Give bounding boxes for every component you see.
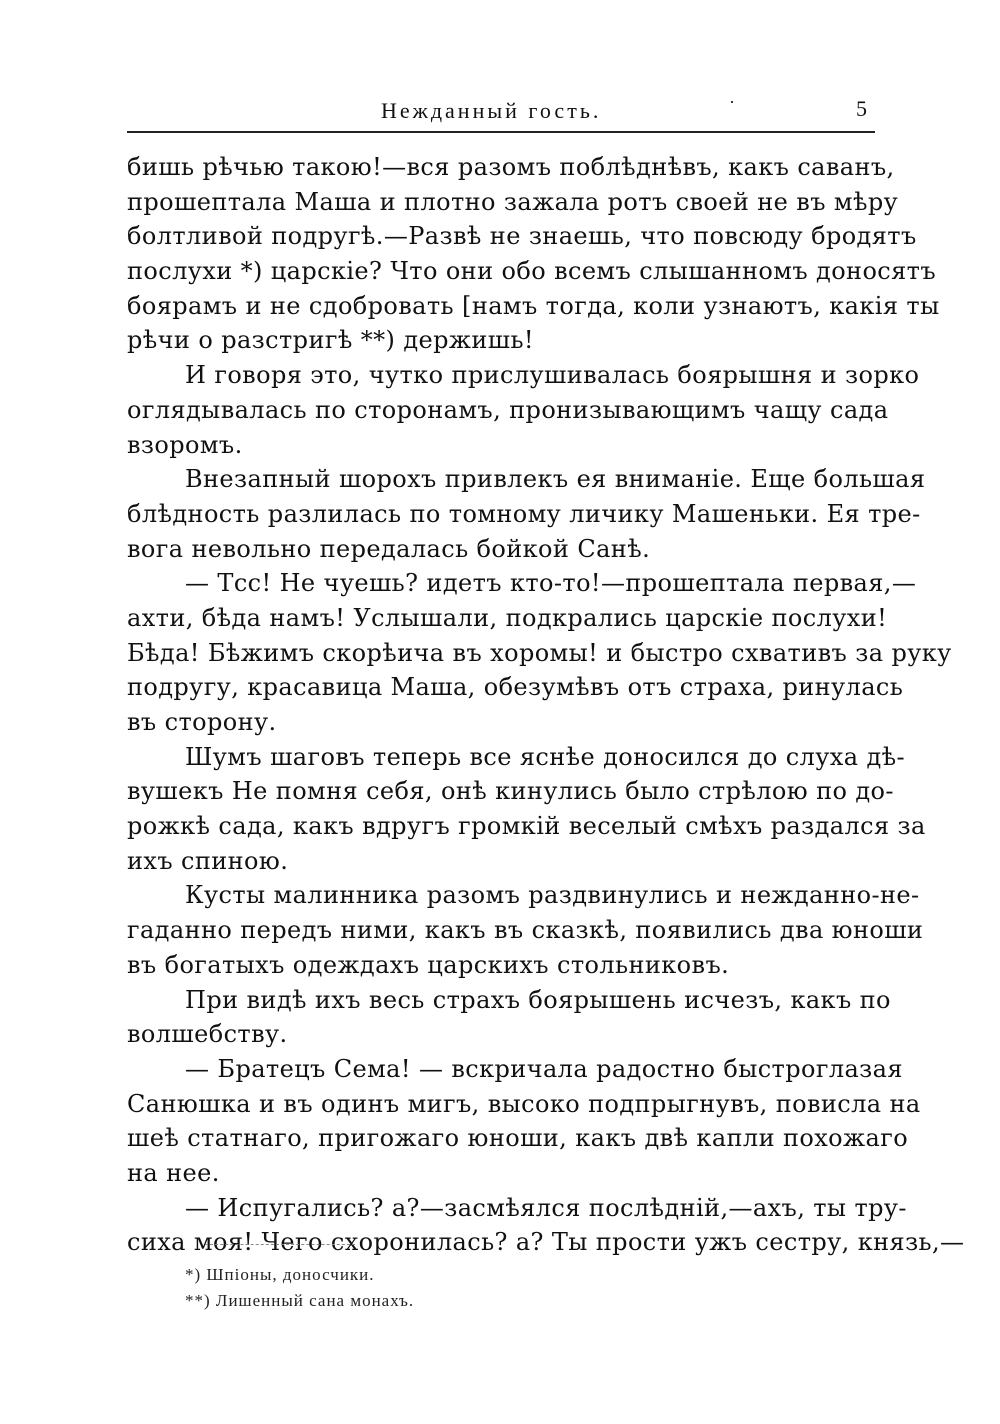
text-line: ахти, бѣда намъ! Услышали, подкрались царскіе послухи! [127, 603, 888, 632]
text-line: прошептала Маша и плотно зажала ротъ своей не въ мѣру [127, 187, 899, 216]
running-title: Нежданный гость. [381, 98, 602, 123]
text-line: гаданно передъ ними, какъ въ сказкѣ, появились два юноши [127, 916, 924, 945]
text-line: Внезапный шорохъ привлекъ ея вниманіе. Еще большая [185, 465, 926, 494]
text-line: вога невольно передалась бойкой Санѣ. [127, 534, 651, 563]
text-line: И говоря это, чутко прислушивалась боярышня и зорко [185, 361, 920, 390]
footnote-defrocked-monk: **) Лишенный сана монахъ. [185, 1291, 415, 1310]
page-number: 5 [856, 96, 867, 121]
text-line: въ сторону. [127, 708, 277, 736]
text-line: вушекъ Не помня себя, онѣ кинулись было стрѣлою по до- [127, 777, 894, 806]
text-line: ихъ спиною. [127, 846, 289, 875]
text-line: Шумъ шаговъ теперь все яснѣе доносился до слуха дѣ- [185, 742, 905, 771]
header-dot: · [729, 92, 738, 112]
text-line: бишь рѣчью такою!—вся разомъ поблѣднѣвъ, какъ саванъ, [127, 153, 895, 181]
text-line: — Братецъ Сема! — вскричала радостно быстроглазая [185, 1054, 903, 1083]
running-head [127, 92, 875, 128]
text-line: — Тсс! Не чуешь? идетъ кто-то!—прошептала первая,— [185, 569, 917, 598]
footnote-rule [205, 1244, 355, 1245]
text-line: сиха моя! Чего схоронилась? а? Ты прости ужъ сестру, князь,— [127, 1228, 965, 1257]
footnotes [185, 1262, 785, 1314]
text-line: рожкѣ сада, какъ вдругъ громкій веселый смѣхъ раздался за [127, 812, 926, 841]
text-line: Бѣда! Бѣжимъ скорѣича въ хоромы! и быстро схвативъ за руку [127, 638, 952, 667]
text-line: шеѣ статнаго, пригожаго юноши, какъ двѣ капли похожаго [127, 1124, 909, 1153]
text-line: блѣдность разлилась по томному личику Машеньки. Ея тре- [127, 499, 921, 528]
text-line: Кусты малинника разомъ раздвинулись и нежданно-не- [185, 881, 920, 910]
text-line: рѣчи о разстригѣ **) держишь! [127, 326, 534, 355]
text-line: въ богатыхъ одеждахъ царскихъ стольниковъ. [127, 950, 730, 979]
text-line: — Испугались? а?—засмѣялся послѣдній,—ахъ, ты тру- [185, 1193, 907, 1222]
text-line: болтливой подругѣ.—Развѣ не знаешь, что повсюду бродятъ [127, 222, 917, 251]
text-line: При видѣ ихъ весь страхъ боярышень исчезъ, какъ по [185, 985, 891, 1014]
text-line: Санюшка и въ одинъ мигъ, высоко подпрыгнувъ, повисла на [127, 1089, 921, 1118]
text-line: оглядывалась по сторонамъ, пронизывающимъ чащу сада [127, 395, 889, 424]
text-line: подругу, красавица Маша, обезумѣвъ отъ страха, ринулась [127, 673, 904, 702]
header-rule [127, 131, 875, 133]
footnote-spies: *) Шпіоны, доносчики. [185, 1265, 375, 1284]
body-text [127, 150, 965, 1260]
text-line: на нее. [127, 1158, 220, 1187]
text-line: взоромъ. [127, 430, 243, 459]
text-line: боярамъ и не сдобровать [намъ тогда, коли узнаютъ, какія ты [127, 291, 940, 320]
text-line: послухи *) царскіе? Что они обо всемъ слышанномъ доносятъ [127, 257, 937, 286]
text-line: волшебству. [127, 1020, 288, 1049]
